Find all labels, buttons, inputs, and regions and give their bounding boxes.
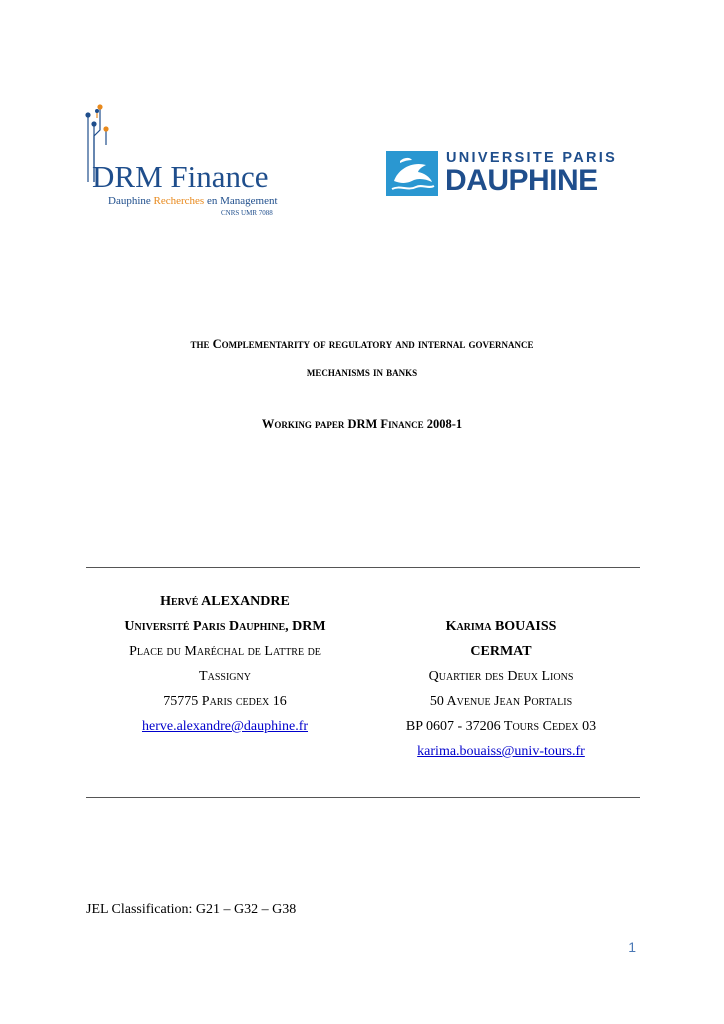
author1-email-link[interactable]: herve.alexandre@dauphine.fr: [141, 719, 309, 734]
author1-address1: Place du Maréchal de Lattre de: [129, 644, 321, 659]
author1-address2: Tassigny: [199, 669, 251, 684]
paper-title-line2: mechanisms in banks: [306, 365, 418, 379]
dolphin-icon: [386, 151, 438, 196]
author2-name: Karima BOUAISS: [445, 619, 557, 634]
author1-city: 75775 Paris cedex 16: [163, 694, 287, 709]
author2-affiliation: CERMAT: [470, 644, 532, 659]
drm-cnrs: CNRS UMR 7088: [221, 209, 273, 217]
author2-address2: 50 Avenue Jean Portalis: [429, 694, 573, 709]
drm-subtitle: Dauphine Recherches en Management: [108, 195, 278, 207]
paper-title-line1: the Complementarity of regulatory and internal governance: [190, 337, 534, 351]
top-divider: [86, 567, 640, 568]
bottom-divider: [86, 797, 640, 798]
drm-finance-logo: [84, 100, 294, 222]
drm-wordmark: DRM Finance: [92, 159, 269, 194]
author2-city: BP 0607 - 37206 Tours Cedex 03: [405, 719, 597, 734]
author1-affiliation: Université Paris Dauphine, DRM: [124, 619, 326, 634]
author2-email-link[interactable]: karima.bouaiss@univ-tours.fr: [417, 744, 585, 759]
jel-classification: JEL Classification: G21 – G32 – G38: [86, 902, 297, 917]
dauphine-logo: [386, 151, 636, 199]
author1-block: [86, 594, 364, 754]
page-number: 1: [628, 939, 636, 955]
working-paper-label: Working paper DRM Finance 2008-1: [261, 417, 463, 431]
author2-address1: Quartier des Deux Lions: [428, 669, 574, 684]
dauphine-line1: UNIVERSITE PARIS: [446, 150, 618, 166]
dauphine-line2: DAUPHINE: [445, 164, 598, 197]
author2-block: [362, 619, 640, 779]
author1-name: Hervé ALEXANDRE: [160, 594, 290, 609]
